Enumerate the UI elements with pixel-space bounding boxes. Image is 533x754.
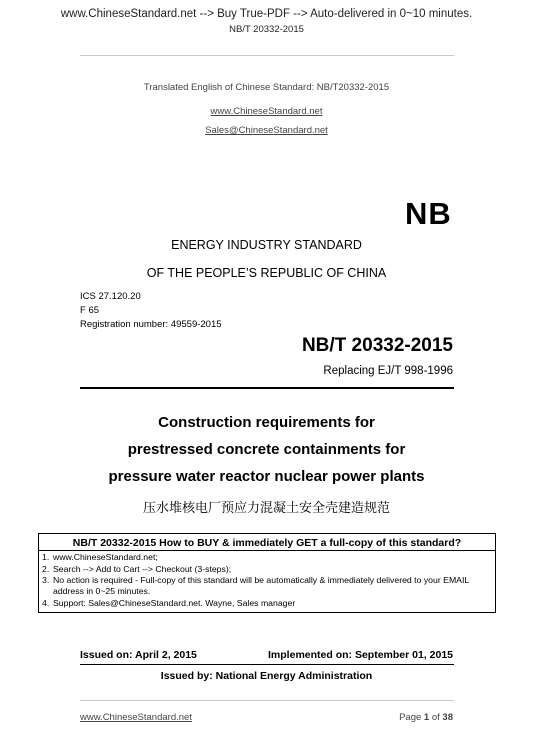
step-number: 4. (42, 598, 50, 608)
implemented-date: Implemented on: September 01, 2015 (268, 649, 453, 661)
email-link-wrap (0, 120, 533, 138)
buy-step (39, 563, 495, 575)
title-line3: pressure water reactor nuclear power plants (108, 468, 425, 485)
step-number: 3. (42, 575, 50, 585)
page-total: 38 (442, 712, 453, 723)
footer-divider (80, 700, 454, 701)
buy-step (39, 597, 495, 609)
page-current: 1 (423, 712, 430, 723)
top-banner-text: www.ChineseStandard.net --> Buy True-PDF --> Auto-delivered in 0~10 minutes. (60, 8, 473, 20)
footer-website-link[interactable]: www.ChineseStandard.net (80, 712, 192, 723)
step-text: www.ChineseStandard.net; (53, 552, 158, 562)
buy-step (39, 575, 495, 597)
page-indicator (399, 712, 453, 723)
buy-instructions-box (38, 533, 496, 613)
page-label: Page (399, 712, 424, 723)
title-line2: prestressed concrete containments for (127, 441, 406, 458)
ics-code: ICS 27.120.20 (80, 291, 141, 302)
title-divider (80, 387, 454, 389)
website-link-wrap (0, 101, 533, 119)
standard-number: NB/T 20332-2015 (301, 335, 453, 356)
step-number: 1. (42, 552, 50, 562)
issued-date: Issued on: April 2, 2015 (80, 649, 197, 661)
f-code: F 65 (80, 305, 100, 316)
title-line1: Construction requirements for (158, 414, 375, 431)
step-text: Search --> Add to Cart --> Checkout (3-steps); (53, 564, 232, 574)
step-number: 2. (42, 564, 50, 574)
chinese-title: 压水堆核电厂预应力混凝土安全壳建造规范 (142, 501, 390, 516)
issuing-authority: Issued by: National Energy Administration (160, 670, 373, 682)
buy-box-title: NB/T 20332-2015 How to BUY & immediately GET a full-copy of this standard? (39, 534, 495, 551)
nb-logo: NB (405, 196, 452, 231)
standard-type-line1: ENERGY INDUSTRY STANDARD (171, 238, 362, 252)
header-divider (80, 55, 454, 56)
website-link[interactable]: www.ChineseStandard.net (210, 106, 323, 117)
email-link[interactable]: Sales@ChineseStandard.net (205, 125, 328, 136)
translated-note: Translated English of Chinese Standard: NB/T20332-2015 (143, 82, 390, 93)
page-of-label: of (429, 712, 443, 723)
step-text: No action is required - Full-copy of this standard will be automatically & immediately delivered to your EMAIL address in 0~25 minutes. (53, 575, 469, 596)
buy-step (39, 551, 495, 563)
dates-divider (80, 664, 454, 665)
standard-type-line2: OF THE PEOPLE’S REPUBLIC OF CHINA (146, 266, 387, 280)
buy-steps-list (39, 551, 495, 609)
replacing-note: Replacing EJ/T 998-1996 (323, 365, 453, 377)
registration-number: Registration number: 49559-2015 (80, 319, 222, 330)
header-standard-ref: NB/T 20332-2015 (229, 24, 304, 35)
step-text: Support: Sales@ChineseStandard.net. Wayne, Sales manager (53, 598, 296, 608)
